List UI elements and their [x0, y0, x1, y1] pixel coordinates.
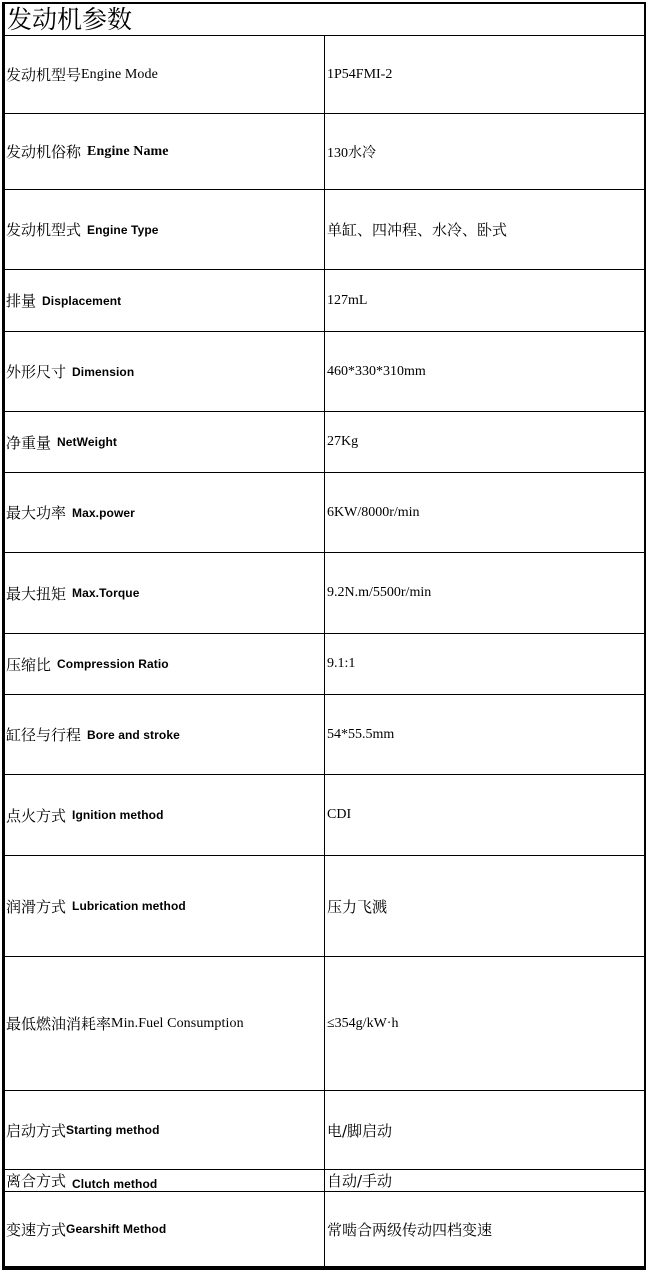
value-cell [325, 473, 644, 552]
label-en: Dimension [72, 364, 135, 379]
value-text: 27Kg [327, 434, 359, 449]
label-cn: 启动方式 [6, 1121, 67, 1140]
label-cn: 压缩比 [6, 655, 52, 674]
value-text: 自动/手动 [327, 1172, 393, 1190]
label-cell [5, 1192, 325, 1266]
value-text: 54*55.5mm [327, 726, 395, 742]
value-cell [325, 695, 644, 774]
value-cell [325, 332, 644, 411]
label-cn: 润滑方式 [6, 897, 67, 916]
label-cn: 点火方式 [6, 806, 67, 825]
label-cn: 排量 [6, 292, 37, 310]
label-cn: 缸径与行程 [6, 726, 82, 744]
value-text: 460*330*310mm [327, 363, 426, 379]
value-cell [325, 775, 644, 855]
label-en: Max.Torque [72, 586, 140, 600]
label-cell [5, 190, 325, 269]
value-text: 6KW/8000r/min [327, 504, 420, 520]
value-cell [325, 856, 644, 956]
label-en: Gearshift Method [66, 1222, 167, 1236]
table-row-engine-type [5, 190, 644, 270]
table-row-lubrication [5, 856, 644, 957]
value-text: 9.2N.m/5500r/min [327, 585, 432, 600]
value-cell [325, 270, 644, 331]
value-cell [325, 190, 644, 269]
label-cn: 净重量 [6, 433, 52, 452]
label-en: Min.Fuel Consumption [111, 1015, 244, 1031]
value-text: 常啮合两级传动四档变速 [327, 1220, 493, 1239]
value-text: 9.1:1 [327, 656, 356, 671]
value-cell [325, 412, 644, 472]
value-text: 127mL [327, 292, 368, 308]
table-row-net-weight [5, 412, 644, 473]
label-en: Max.power [72, 505, 135, 520]
label-cell [5, 412, 325, 472]
value-text: ≤354g/kW·h [327, 1015, 399, 1031]
value-text: 130水冷 [327, 145, 376, 161]
table-row-engine-model [5, 36, 644, 114]
table-row-gearshift [5, 1192, 644, 1266]
table-row-ignition [5, 775, 644, 856]
value-cell [325, 114, 644, 189]
table-row-clutch [5, 1170, 644, 1192]
table-row-max-power [5, 473, 644, 553]
label-cell [5, 473, 325, 552]
table-title: 发动机参数 [5, 4, 644, 36]
label-cell [5, 332, 325, 411]
label-cell [5, 1091, 325, 1169]
table-row-max-torque [5, 553, 644, 634]
label-cell [5, 634, 325, 694]
value-cell [325, 634, 644, 694]
value-cell [325, 1192, 644, 1266]
label-en: Ignition method [72, 808, 164, 822]
label-en: Engine Mode [81, 66, 158, 82]
value-text: 压力飞溅 [327, 897, 388, 916]
label-cn: 离合方式 [6, 1172, 67, 1190]
label-cn: 发动机俗称 [6, 143, 82, 161]
value-text: 电/脚启动 [327, 1121, 393, 1140]
label-en: Lubrication method [72, 899, 186, 913]
label-cn: 变速方式 [6, 1220, 67, 1239]
value-cell [325, 1170, 644, 1191]
table-row-engine-name [5, 114, 644, 190]
table-row-compression-ratio [5, 634, 644, 695]
label-en: Engine Name [87, 143, 169, 159]
label-en: Starting method [66, 1123, 160, 1137]
label-cell [5, 553, 325, 633]
label-en: Compression Ratio [57, 657, 169, 671]
label-cell [5, 270, 325, 331]
label-cell [5, 957, 325, 1090]
label-cn: 外形尺寸 [6, 363, 67, 381]
label-en: Clutch method [72, 1177, 158, 1191]
label-cell [5, 36, 325, 113]
value-cell [325, 553, 644, 633]
value-cell [325, 957, 644, 1090]
label-cn: 发动机型号 [6, 66, 82, 84]
label-cn: 最大功率 [6, 504, 67, 522]
label-cn: 最低燃油消耗率 [6, 1015, 112, 1033]
value-text: CDI [327, 807, 352, 822]
value-cell [325, 1091, 644, 1169]
table-row-fuel-consumption [5, 957, 644, 1091]
label-cell [5, 695, 325, 774]
label-en: Bore and stroke [87, 727, 180, 742]
label-en: Engine Type [87, 222, 159, 237]
label-cn: 发动机型式 [6, 221, 82, 239]
table-row-dimension [5, 332, 644, 412]
value-text: 单缸、四冲程、水冷、卧式 [327, 221, 508, 239]
table-row-displacement [5, 270, 644, 332]
label-cn: 最大扭矩 [6, 584, 67, 603]
label-cell [5, 114, 325, 189]
label-en: NetWeight [57, 435, 118, 449]
label-cell [5, 856, 325, 956]
value-cell [325, 36, 644, 113]
engine-spec-table [2, 2, 646, 1270]
label-cell [5, 1170, 325, 1191]
label-en: Displacement [42, 293, 122, 308]
table-row-bore-stroke [5, 695, 644, 775]
label-cell [5, 775, 325, 855]
table-row-starting [5, 1091, 644, 1170]
value-text: 1P54FMI-2 [327, 66, 393, 82]
